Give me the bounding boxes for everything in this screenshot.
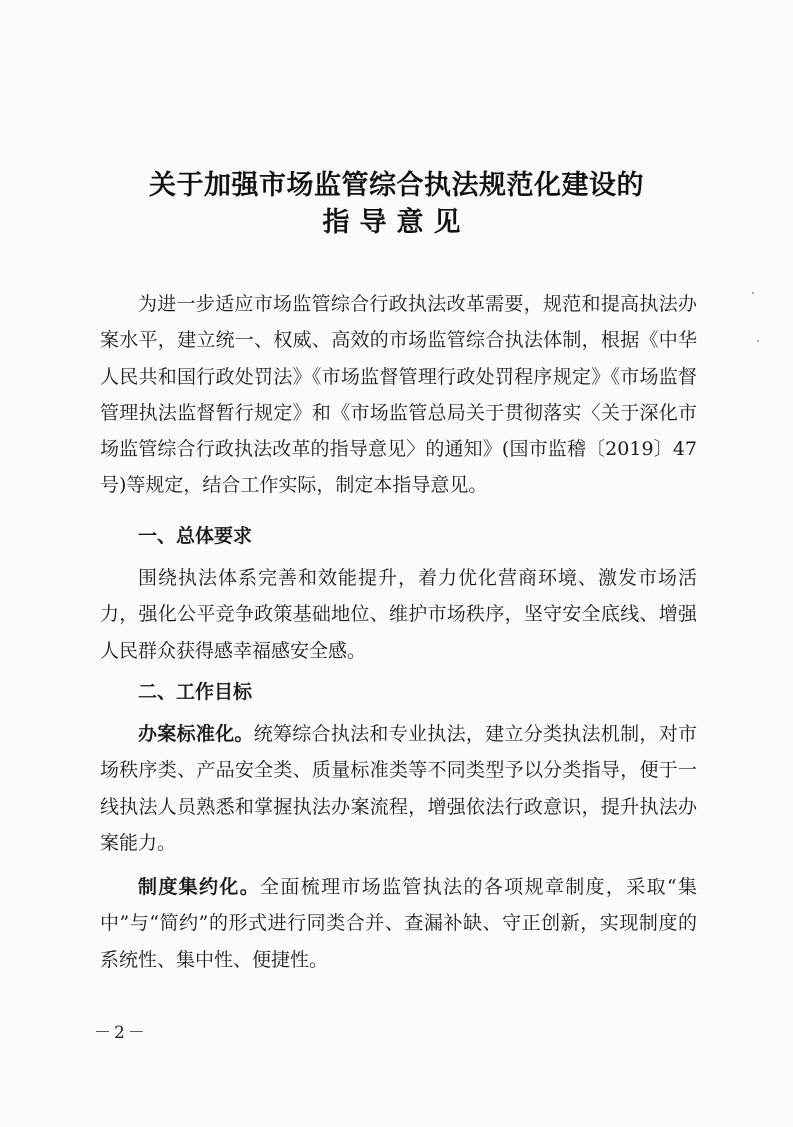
section2-item2-lead: 制度集约化。 [138, 876, 261, 898]
intro-paragraph: 为进一步适应市场监管综合行政执法改革需要，规范和提高执法办案水平，建立统一、权威、高效的市场监管综合执法体制，根据《中华人民共和国行政处罚法》《市场监督管理行政处罚程序规定》《市场监督管理执法监督暂行规定》和《市场监管总局关于贯彻落实〈关于深化市场监管综合行政执法改革的指导意见〉的通知》(国市监稽〔2019〕47号)等规定，结合工作实际，制定本指导意见。 [100, 293, 697, 497]
section1-paragraph: 围绕执法体系完善和效能提升，着力优化营商环境、激发市场活力，强化公平竞争政策基础地位、维护市场秩序，坚守安全底线、增强人民群众获得感幸福感安全感。 [100, 567, 697, 662]
section2-heading: 二、工作目标 [138, 681, 253, 703]
section1-heading: 一、总体要求 [138, 525, 253, 547]
scan-speck [752, 292, 754, 294]
scan-speck [757, 340, 759, 342]
section2-item2-text: 全面梳理市场监管执法的各项规章制度，采取“集中”与“简约”的形式进行同类合并、查漏补缺、守正创新，实现制度的系统性、集中性、便捷性。 [100, 876, 697, 971]
section2-item1 [100, 716, 697, 861]
section2-item1-lead: 办案标准化。 [138, 723, 254, 745]
document-title-line1: 关于加强市场监管综合执法规范化建设的 [149, 170, 644, 201]
section2-item1-text: 统筹综合执法和专业执法，建立分类执法机制，对市场秩序类、产品安全类、质量标准类等不同类型予以分类指导，便于一线执法人员熟悉和掌握执法办案流程，增强依法行政意识，提升执法办案能力。 [100, 723, 697, 854]
page-number: －2－ [94, 1023, 148, 1043]
section2-item2 [100, 869, 697, 978]
document-title-line2: 指导意见 [322, 207, 471, 238]
